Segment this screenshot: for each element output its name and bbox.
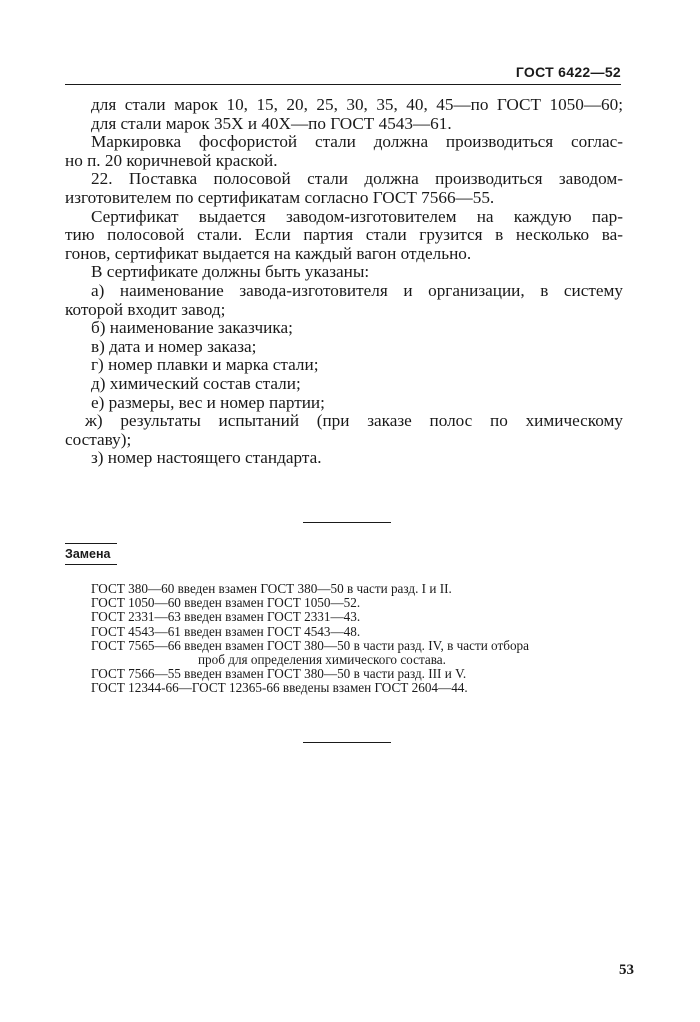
text-line: Маркировка фосфористой стали должна производиться соглас- [91,132,623,152]
replacement-line: ГОСТ 7565—66 введен взамен ГОСТ 380—50 в части разд. IV, в части отбора [91,637,529,653]
text-line: но п. 20 коричневой краской. [65,150,278,170]
list-item: з) номер настоящего стандарта. [91,448,322,468]
replacement-line-continuation: проб для определения химического состава. [198,652,446,668]
list-item: а) наименование завода-изготовителя и организации, в систему [91,280,623,300]
replacement-line: ГОСТ 2331—63 введен взамен ГОСТ 2331—43. [91,609,361,625]
replacement-list [91,582,621,696]
page-number: 53 [619,962,634,978]
text-line: тию полосовой стали. Если партия стали грузится в несколько ва- [65,225,623,245]
list-item: е) размеры, вес и номер партии; [91,392,325,412]
list-item: б) наименование заказчика; [91,318,293,338]
text-line: В сертификате должны быть указаны: [91,262,370,282]
page-header [65,62,621,85]
list-item: ж) результаты испытаний (при заказе полос по химическому [85,411,623,431]
replacement-line: ГОСТ 12344-66—ГОСТ 12365-66 введены взамен ГОСТ 2604—44. [91,680,468,696]
section-divider [303,522,391,523]
main-text [65,96,623,468]
section-divider [303,742,391,743]
replacement-line: ГОСТ 7566—55 введен взамен ГОСТ 380—50 в части разд. III и V. [91,666,467,682]
list-item: г) номер плавки и марка стали; [91,355,319,375]
standard-title: ГОСТ 6422—52 [515,64,621,80]
text-line: изготовителем по сертификатам согласно ГОСТ 7566—55. [65,187,495,207]
text-line: для стали марок 35Х и 40Х—по ГОСТ 4543—61. [91,113,452,133]
list-item-continuation: составу); [65,429,132,449]
text-line: Сертификат выдается заводом-изготовителем на каждую пар- [91,206,623,226]
text-line: 22. Поставка полосовой стали должна производиться заводом- [91,169,623,189]
list-item: д) химический состав стали; [91,373,301,393]
replacement-heading: Замена [65,543,117,565]
replacement-line: ГОСТ 4543—61 введен взамен ГОСТ 4543—48. [91,623,361,639]
text-line: для стали марок 10, 15, 20, 25, 30, 35, 40, 45—по ГОСТ 1050—60; [91,95,623,114]
list-item-continuation: которой входит завод; [65,299,226,319]
replacement-line: ГОСТ 380—60 введен взамен ГОСТ 380—50 в части разд. I и II. [91,581,452,596]
list-item: в) дата и номер заказа; [91,336,257,356]
replacement-line: ГОСТ 1050—60 введен взамен ГОСТ 1050—52. [91,595,361,611]
text-line: гонов, сертификат выдается на каждый вагон отдельно. [65,243,472,263]
